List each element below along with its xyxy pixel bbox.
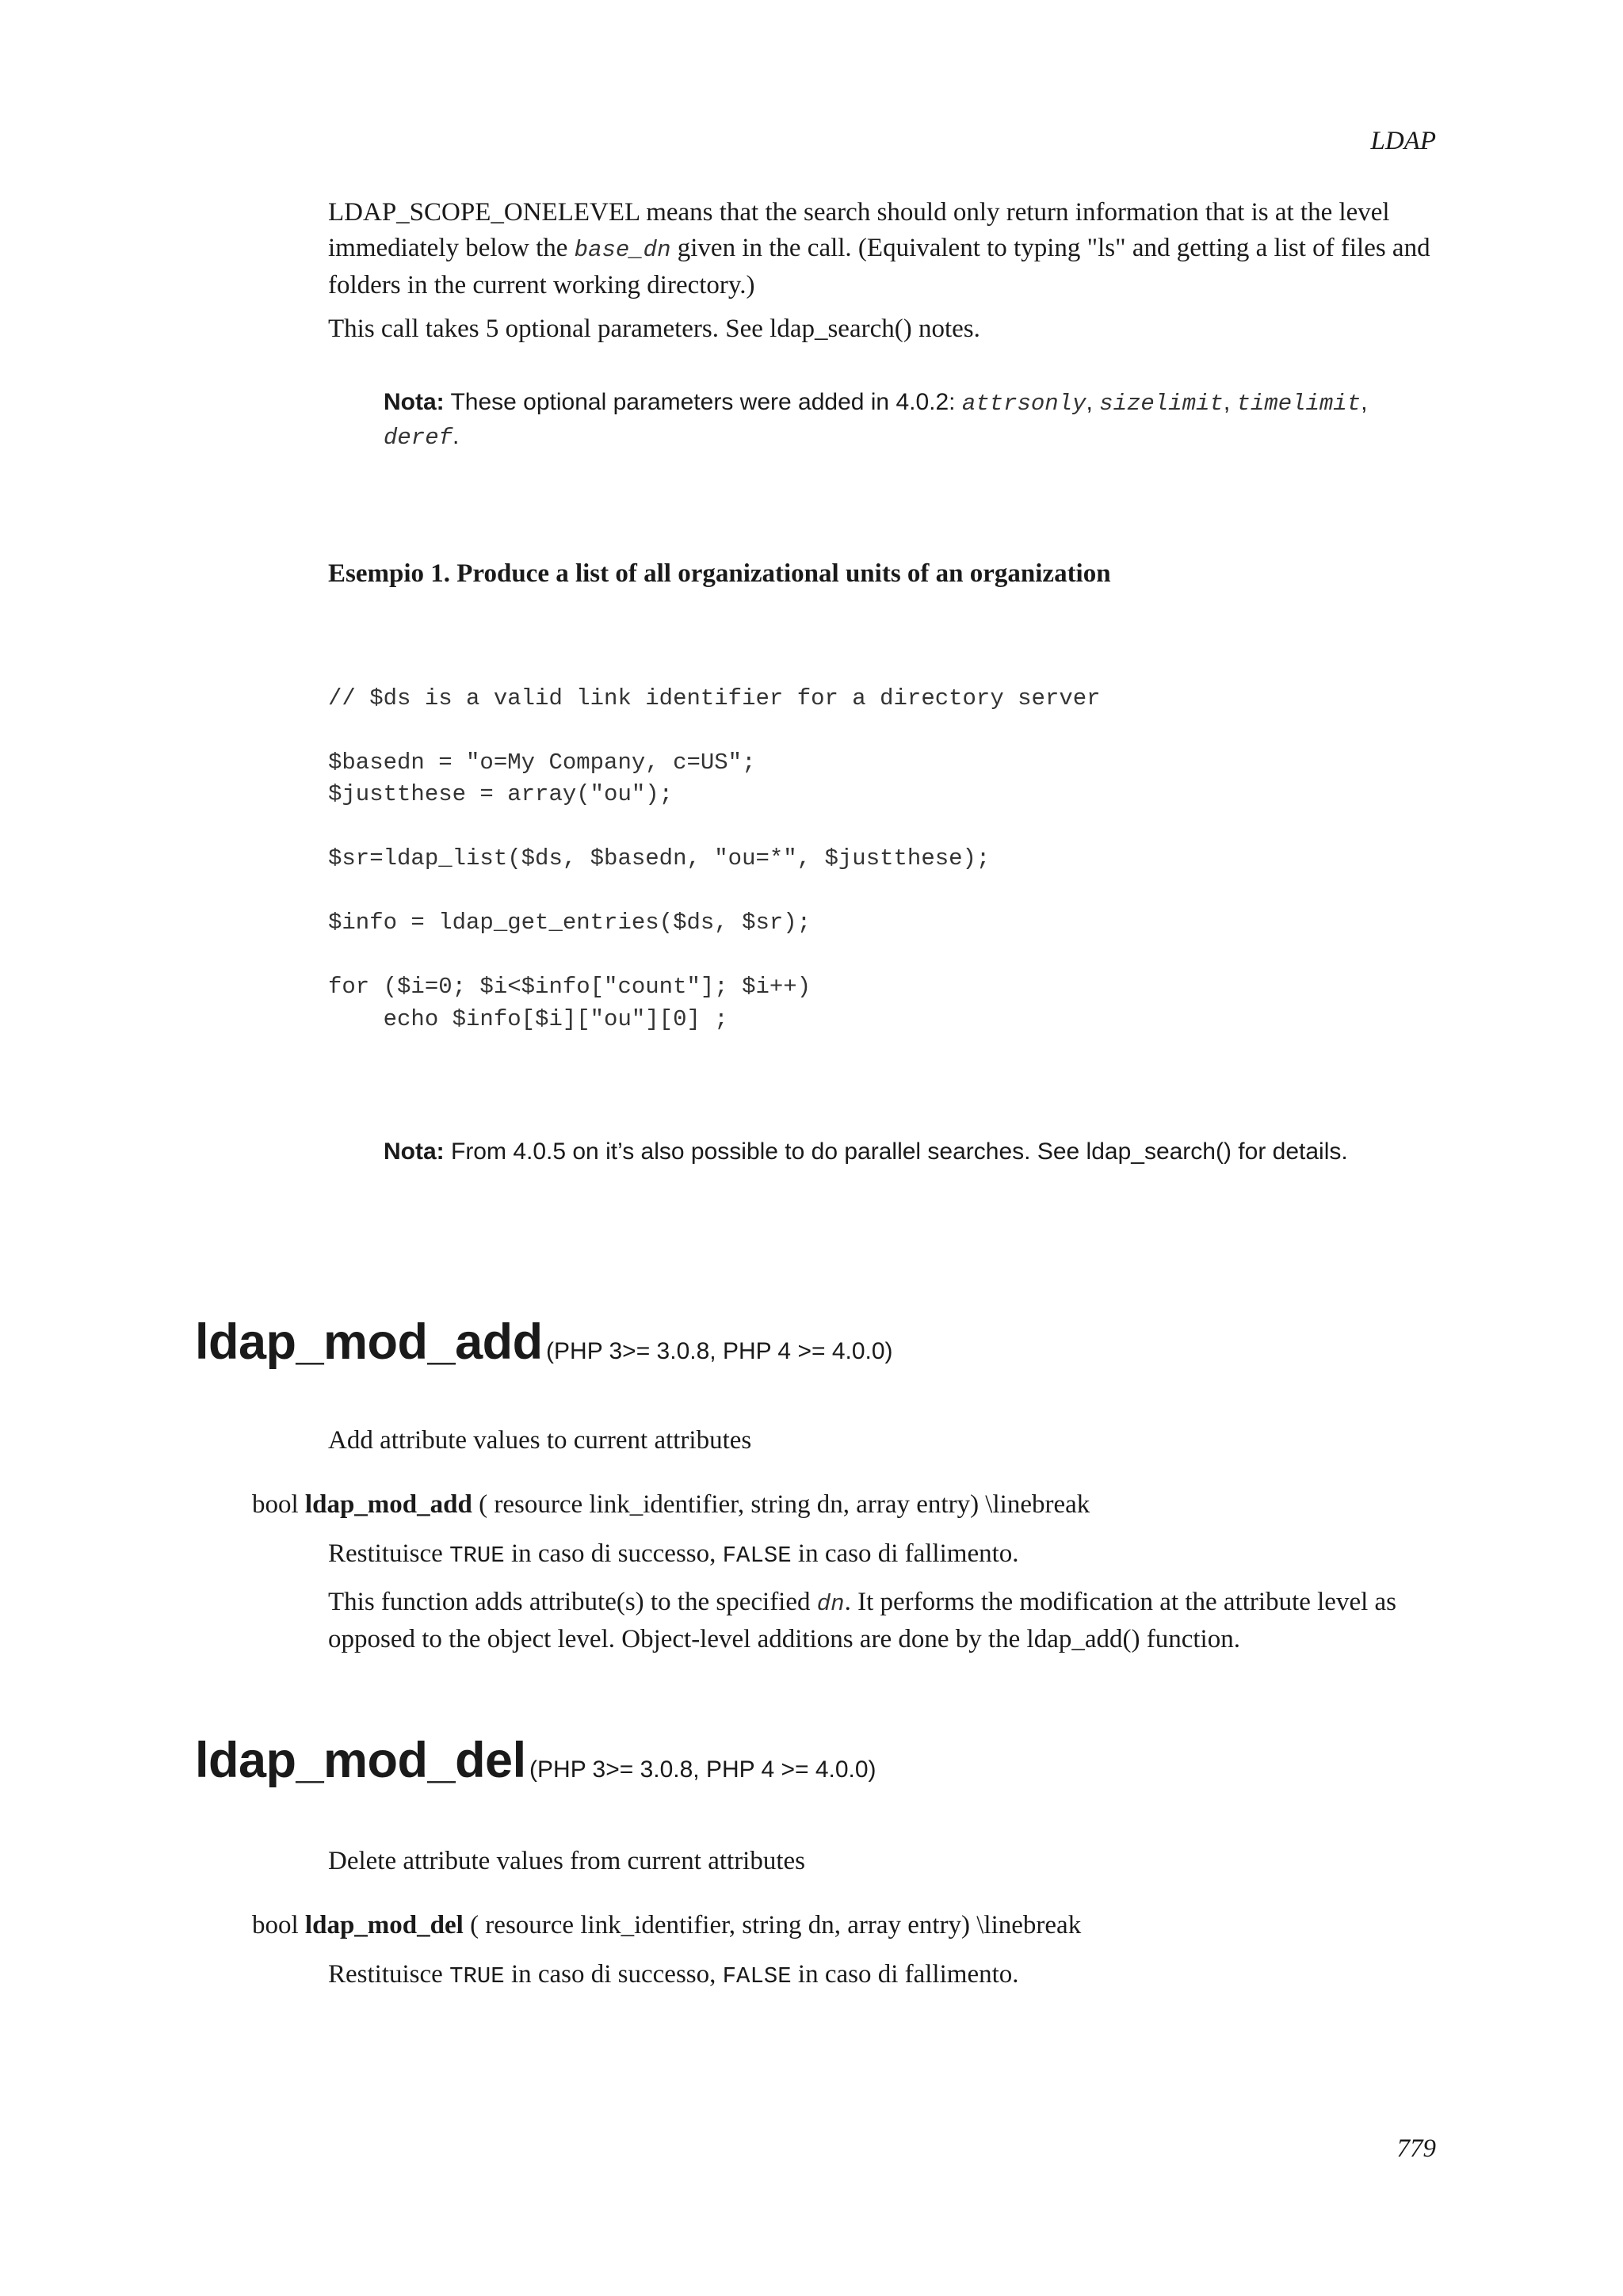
- note-text: From 4.0.5 on it’s also possible to do parallel searches. See ldap_search() for details.: [444, 1138, 1348, 1165]
- description-text: . It performs the modification at the attribute level as opposed to the object level. Object-level additions are done by the ldap_add() function.: [328, 1588, 1397, 1653]
- signature-name: ldap_mod_add: [304, 1490, 472, 1519]
- separator: ,: [1223, 389, 1237, 415]
- param-attrsonly: attrsonly: [961, 391, 1086, 417]
- return-type: bool: [252, 1490, 305, 1519]
- code-blank-line: [328, 875, 1101, 908]
- true-constant: TRUE: [449, 1543, 505, 1569]
- code-line: $sr=ldap_list($ds, $basedn, "ou=*", $justthese);: [328, 845, 991, 871]
- note-end: .: [453, 423, 460, 449]
- return-text: in caso di successo,: [504, 1960, 723, 1989]
- function-version: (PHP 3>= 3.0.8, PHP 4 >= 4.0.0): [546, 1338, 893, 1364]
- intro-text-b: given in the call. (Equivalent to typing "ls" and getting a list of files and folders in the current working directory.): [328, 234, 1430, 299]
- function-signature: [252, 1487, 1090, 1523]
- true-constant: TRUE: [449, 1963, 505, 1989]
- param-deref: deref: [384, 425, 453, 451]
- function-version: (PHP 3>= 3.0.8, PHP 4 >= 4.0.0): [529, 1756, 876, 1783]
- code-line: $justthese = array("ou");: [328, 781, 674, 807]
- return-value: [328, 1536, 1019, 1573]
- return-text: in caso di fallimento.: [791, 1960, 1019, 1989]
- running-header: LDAP: [1370, 127, 1436, 155]
- code-line: for ($i=0; $i<$info["count"]; $i++): [328, 974, 812, 1000]
- note-parallel-searches: [384, 1135, 1438, 1168]
- return-value: [328, 1957, 1019, 1994]
- optional-params-paragraph: This call takes 5 optional parameters. See ldap_search() notes.: [328, 315, 980, 343]
- separator: ,: [1361, 389, 1368, 415]
- page-number: 779: [1396, 2134, 1436, 2163]
- return-type: bool: [252, 1911, 305, 1939]
- code-line: $basedn = "o=My Company, c=US";: [328, 749, 756, 776]
- function-heading-mod-del: [195, 1732, 876, 1789]
- function-signature: [252, 1908, 1081, 1943]
- note-text: These optional parameters were added in 4.0.2:: [444, 389, 962, 415]
- return-text: in caso di fallimento.: [791, 1539, 1019, 1568]
- function-purpose: Add attribute values to current attributes: [328, 1426, 752, 1455]
- example-title: Esempio 1. Produce a list of all organizational units of an organization: [328, 559, 1111, 588]
- false-constant: FALSE: [722, 1543, 792, 1569]
- function-purpose: Delete attribute values from current attributes: [328, 1847, 806, 1875]
- code-blank-line: [328, 811, 1101, 844]
- return-text: in caso di successo,: [504, 1539, 723, 1568]
- separator: ,: [1086, 389, 1100, 415]
- code-example: [328, 650, 1101, 1068]
- return-text: Restituisce: [328, 1539, 450, 1568]
- function-description: [328, 1585, 1438, 1657]
- signature-params: ( resource link_identifier, string dn, array entry) \linebreak: [463, 1911, 1082, 1939]
- base-dn-param: base_dn: [574, 237, 671, 263]
- code-blank-line: [328, 940, 1101, 972]
- code-line: // $ds is a valid link identifier for a directory server: [328, 685, 1101, 711]
- param-sizelimit: sizelimit: [1099, 391, 1224, 417]
- code-blank-line: [328, 715, 1101, 747]
- intro-text-a: LDAP_SCOPE_ONELEVEL means that the search should only return information that is at the level immediately below the: [328, 198, 1390, 262]
- code-line: echo $info[$i]["ou"][0] ;: [328, 1005, 728, 1032]
- false-constant: FALSE: [722, 1963, 792, 1989]
- dn-param: dn: [816, 1591, 845, 1617]
- note-label: Nota:: [384, 1138, 445, 1165]
- note-label: Nota:: [384, 389, 445, 415]
- note-optional-params: [384, 386, 1438, 454]
- code-line: $info = ldap_get_entries($ds, $sr);: [328, 910, 812, 936]
- signature-name: ldap_mod_del: [304, 1911, 464, 1939]
- intro-paragraph: [328, 195, 1438, 303]
- description-text: This function adds attribute(s) to the specified: [328, 1588, 817, 1616]
- param-timelimit: timelimit: [1236, 391, 1361, 417]
- function-name: ldap_mod_del: [195, 1733, 526, 1788]
- return-text: Restituisce: [328, 1960, 450, 1989]
- signature-params: ( resource link_identifier, string dn, array entry) \linebreak: [472, 1490, 1090, 1519]
- function-heading-mod-add: [195, 1314, 893, 1371]
- function-name: ldap_mod_add: [195, 1314, 543, 1370]
